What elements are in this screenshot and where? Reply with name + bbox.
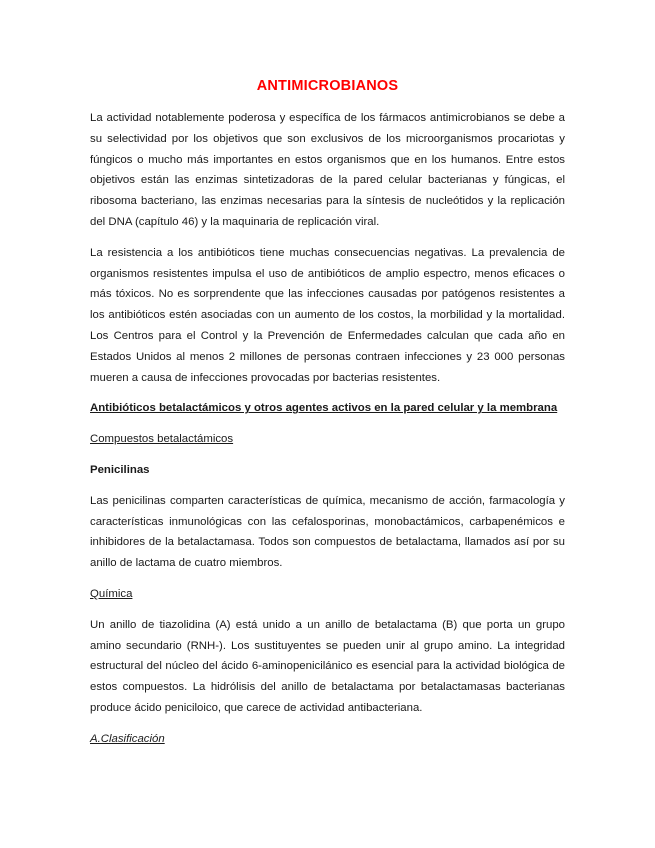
section-heading: Antibióticos betalactámicos y otros agentes activos en la pared celular y la membrana [90, 402, 558, 415]
intro-paragraph: La actividad notablemente poderosa y específica de los fármacos antimicrobianos se debe a su selectividad por los objetivos que son exclusivos de los microorganismos procariotas y fúngicos o mucho más importantes en estos organismos que en los humanos. Entre estos objetivos están las enzimas sintetizadoras de la pared celular bacterianas y fúngicas, el ribosoma bacteriano, las enzimas necesarias para la síntesis de nucleótidos y la replicación del DNA (capítulo 46) y la maquinaria de replicación viral. [90, 112, 565, 228]
document-title: ANTIMICROBIANOS [256, 78, 399, 94]
compounds-subheading: Compuestos betalactámicos [90, 433, 234, 446]
resistance-paragraph: La resistencia a los antibióticos tiene muchas consecuencias negativas. La prevalencia de organismos resistentes impulsa el uso de antibióticos de amplio espectro, menos eficaces o más tóxicos. No es sorprendente que las infecciones causadas por patógenos resistentes a los antibióticos estén asociadas con un aumento de los costos, la morbilidad y la mortalidad. Los Centros para el Control y la Prevención de Enfermedades calculan que cada año en Estados Unidos al menos 2 millones de personas contraen infecciones y 23 000 personas mueren a causa de infecciones provocadas por bacterias resistentes. [90, 246, 565, 384]
chemistry-subheading: Química [90, 587, 133, 600]
penicillins-heading: Penicilinas [90, 463, 150, 476]
penicillins-paragraph: Las penicilinas comparten características de química, mecanismo de acción, farmacología y características inmunológicas con las cefalosporinas, monobactámicos, carbapenémicos e inhibidores de la betalactamasa. Todos son compuestos de betalactama, llamados así por su anillo de lactama de cuatro miembros. [90, 494, 565, 570]
classification-subheading: A.Clasificación [90, 732, 165, 745]
chemistry-paragraph: Un anillo de tiazolidina (A) está unido a un anillo de betalactama (B) que porta un grupo amino secundario (RNH-). Los sustituyentes se pueden unir al grupo amino. La integridad estructural del núcleo del ácido 6-aminopenicilánico es esencial para la actividad biológica de estos compuestos. La hidrólisis del anillo de betalactama por betalactamasas bacterianas produce ácido peniciloico, que carece de actividad antibacteriana. [90, 618, 565, 714]
